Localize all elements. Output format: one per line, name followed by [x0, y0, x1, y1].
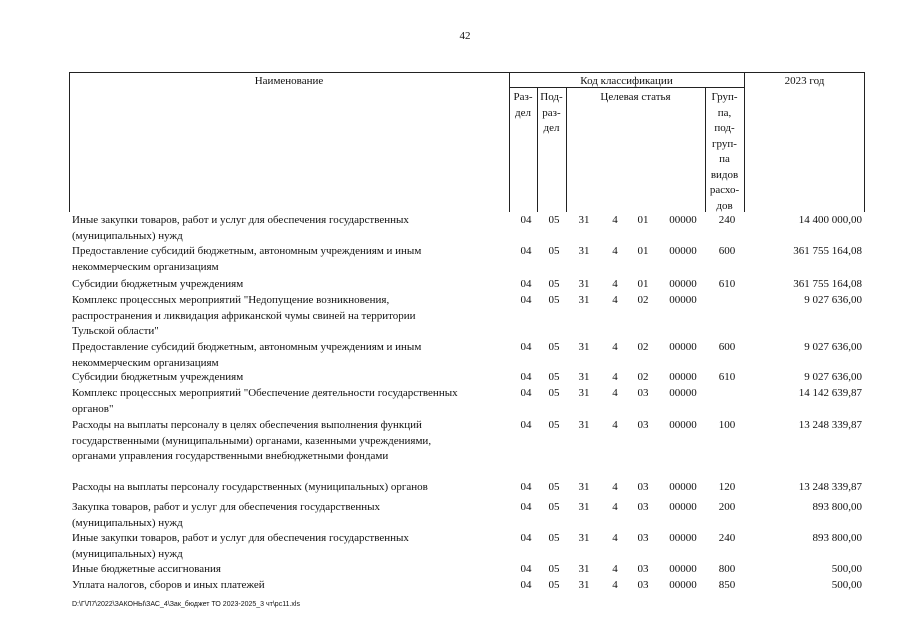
cell-a: 31 [578, 278, 590, 290]
cell-vr: 100 [718, 419, 736, 431]
cell-vr: 240 [718, 214, 736, 226]
header-divider [744, 72, 745, 212]
row-name [72, 500, 512, 531]
table-row [72, 293, 862, 340]
table-row [72, 244, 862, 275]
row-name [72, 293, 512, 340]
cell-a: 31 [578, 387, 590, 399]
cell-pr: 05 [548, 501, 560, 513]
cell-a: 31 [578, 563, 590, 575]
row-name-line: органами управления государственными внебюджетными фондами [72, 450, 389, 462]
cell-pr: 05 [548, 371, 560, 383]
row-name-line: Иные закупки товаров, работ и услуг для обеспечения государственных [72, 214, 409, 226]
cell-rz: 04 [520, 371, 532, 383]
row-name-line: Тульской области" [72, 325, 159, 337]
row-name-line: Расходы на выплаты персоналу государственных (муниципальных) органов [72, 481, 428, 493]
row-name-line: распространения и ликвидация африканской чумы свиней на территории [72, 309, 416, 322]
cell-d: 00000 [669, 341, 697, 353]
table-row [72, 370, 862, 386]
cell-amount: 9 027 636,00 [804, 371, 862, 383]
cell-vr: 120 [718, 481, 736, 493]
header-year: 2023 год [784, 75, 825, 87]
cell-d: 00000 [669, 563, 697, 575]
row-name-line: Субсидии бюджетным учреждениям [72, 371, 244, 383]
cell-d: 00000 [669, 481, 697, 493]
cell-c: 03 [637, 419, 649, 431]
cell-amount: 500,00 [831, 579, 862, 591]
table-header [69, 72, 865, 212]
cell-amount: 9 027 636,00 [804, 294, 862, 306]
table-row [72, 213, 862, 244]
cell-rz: 04 [520, 214, 532, 226]
row-name [72, 480, 512, 496]
cell-c: 02 [637, 371, 649, 383]
cell-rz: 04 [520, 532, 532, 544]
cell-b: 4 [612, 481, 618, 493]
table-row [72, 562, 862, 578]
cell-b: 4 [612, 245, 618, 257]
header-divider [566, 88, 567, 212]
header-name: Наименование [254, 75, 324, 87]
header-group: Груп- па, под- груп- па видов расхо- дов [709, 91, 740, 212]
row-name [72, 277, 512, 293]
cell-b: 4 [612, 579, 618, 591]
table-row [72, 340, 862, 371]
row-name-line: Уплата налогов, сборов и иных платежей [72, 579, 265, 591]
row-name-line: Комплекс процессных мероприятий "Обеспечение деятельности государственных [72, 387, 458, 399]
file-path-footer: D:\Г\Л7\2022\ЗАКОНЫ\ЗАС_4\Зак_бюджет ТО 2023-2025_3 чт\рс11.xls [72, 601, 300, 608]
cell-c: 03 [637, 563, 649, 575]
cell-b: 4 [612, 341, 618, 353]
cell-d: 00000 [669, 214, 697, 226]
cell-vr: 610 [718, 278, 736, 290]
cell-a: 31 [578, 341, 590, 353]
row-name [72, 562, 512, 578]
cell-pr: 05 [548, 387, 560, 399]
cell-c: 02 [637, 294, 649, 306]
cell-a: 31 [578, 371, 590, 383]
table-row [72, 418, 862, 465]
cell-a: 31 [578, 532, 590, 544]
cell-a: 31 [578, 214, 590, 226]
cell-d: 00000 [669, 387, 697, 399]
cell-a: 31 [578, 419, 590, 431]
row-name-line: некоммерческим организациям [72, 260, 219, 273]
cell-amount: 14 400 000,00 [798, 214, 862, 226]
cell-vr: 240 [718, 532, 736, 544]
cell-c: 03 [637, 579, 649, 591]
cell-rz: 04 [520, 563, 532, 575]
row-name-line: Субсидии бюджетным учреждениям [72, 278, 244, 290]
row-name [72, 370, 512, 386]
cell-vr: 800 [718, 563, 736, 575]
cell-amount: 14 142 639,87 [798, 387, 862, 399]
cell-pr: 05 [548, 245, 560, 257]
row-name-line: Предоставление субсидий бюджетным, автономным учреждениям и иным [72, 245, 422, 257]
cell-amount: 361 755 164,08 [793, 278, 862, 290]
cell-amount: 13 248 339,87 [798, 481, 862, 493]
cell-b: 4 [612, 294, 618, 306]
cell-vr: 850 [718, 579, 736, 591]
row-name-line: Предоставление субсидий бюджетным, автономным учреждениям и иным [72, 341, 422, 353]
cell-vr: 600 [718, 341, 736, 353]
row-name [72, 578, 512, 594]
row-name-line: Иные закупки товаров, работ и услуг для обеспечения государственных [72, 532, 409, 544]
row-name-line: (муниципальных) нужд [72, 516, 183, 529]
row-name-line: органов" [72, 402, 114, 415]
cell-amount: 893 800,00 [812, 501, 862, 513]
cell-c: 01 [637, 214, 649, 226]
table-row [72, 500, 862, 531]
cell-c: 01 [637, 278, 649, 290]
cell-c: 03 [637, 501, 649, 513]
table-row [72, 531, 862, 562]
cell-rz: 04 [520, 294, 532, 306]
cell-b: 4 [612, 563, 618, 575]
cell-amount: 500,00 [831, 563, 862, 575]
row-name [72, 244, 512, 275]
cell-pr: 05 [548, 294, 560, 306]
row-name [72, 386, 512, 417]
header-razdel: Раз- дел [513, 91, 533, 119]
cell-pr: 05 [548, 214, 560, 226]
cell-d: 00000 [669, 371, 697, 383]
cell-pr: 05 [548, 481, 560, 493]
cell-d: 00000 [669, 579, 697, 591]
cell-a: 31 [578, 294, 590, 306]
cell-a: 31 [578, 501, 590, 513]
cell-pr: 05 [548, 419, 560, 431]
cell-b: 4 [612, 371, 618, 383]
cell-rz: 04 [520, 341, 532, 353]
row-name [72, 531, 512, 562]
cell-c: 03 [637, 481, 649, 493]
row-name-line: некоммерческим организациям [72, 356, 219, 369]
cell-b: 4 [612, 214, 618, 226]
cell-vr: 200 [718, 501, 736, 513]
cell-a: 31 [578, 481, 590, 493]
row-name-line: Расходы на выплаты персоналу в целях обеспечения выполнения функций [72, 419, 422, 431]
cell-pr: 05 [548, 341, 560, 353]
cell-amount: 9 027 636,00 [804, 341, 862, 353]
cell-rz: 04 [520, 245, 532, 257]
cell-vr: 610 [718, 371, 736, 383]
cell-d: 00000 [669, 419, 697, 431]
cell-rz: 04 [520, 278, 532, 290]
cell-c: 02 [637, 341, 649, 353]
cell-a: 31 [578, 245, 590, 257]
cell-b: 4 [612, 532, 618, 544]
header-target-article: Целевая статья [600, 91, 671, 103]
table-row [72, 480, 862, 496]
row-name-line: Комплекс процессных мероприятий "Недопущение возникновения, [72, 294, 390, 306]
cell-amount: 893 800,00 [812, 532, 862, 544]
cell-b: 4 [612, 419, 618, 431]
cell-d: 00000 [669, 294, 697, 306]
cell-amount: 13 248 339,87 [798, 419, 862, 431]
cell-pr: 05 [548, 532, 560, 544]
cell-pr: 05 [548, 579, 560, 591]
row-name [72, 213, 512, 244]
cell-c: 03 [637, 532, 649, 544]
row-name-line: Иные бюджетные ассигнования [72, 563, 221, 575]
cell-rz: 04 [520, 579, 532, 591]
page-number: 42 [459, 30, 471, 42]
row-name-line: (муниципальных) нужд [72, 229, 183, 242]
cell-a: 31 [578, 579, 590, 591]
cell-c: 01 [637, 245, 649, 257]
table-row [72, 386, 862, 417]
cell-vr: 600 [718, 245, 736, 257]
row-name-line: Закупка товаров, работ и услуг для обеспечения государственных [72, 501, 381, 513]
cell-pr: 05 [548, 563, 560, 575]
row-name-line: (муниципальных) нужд [72, 547, 183, 560]
cell-b: 4 [612, 278, 618, 290]
table-row [72, 277, 862, 293]
cell-b: 4 [612, 387, 618, 399]
cell-rz: 04 [520, 481, 532, 493]
table-row [72, 578, 862, 594]
row-name-line: государственными (муниципальными) органами, казенными учреждениями, [72, 434, 432, 447]
cell-d: 00000 [669, 278, 697, 290]
cell-d: 00000 [669, 532, 697, 544]
header-podrazdel: Под- раз- дел [540, 91, 563, 134]
cell-rz: 04 [520, 387, 532, 399]
cell-d: 00000 [669, 501, 697, 513]
cell-d: 00000 [669, 245, 697, 257]
cell-rz: 04 [520, 419, 532, 431]
cell-c: 03 [637, 387, 649, 399]
row-name [72, 340, 512, 371]
cell-rz: 04 [520, 501, 532, 513]
cell-pr: 05 [548, 278, 560, 290]
header-code-classification: Код классификации [580, 75, 673, 87]
cell-b: 4 [612, 501, 618, 513]
row-name [72, 418, 512, 465]
cell-amount: 361 755 164,08 [793, 245, 862, 257]
